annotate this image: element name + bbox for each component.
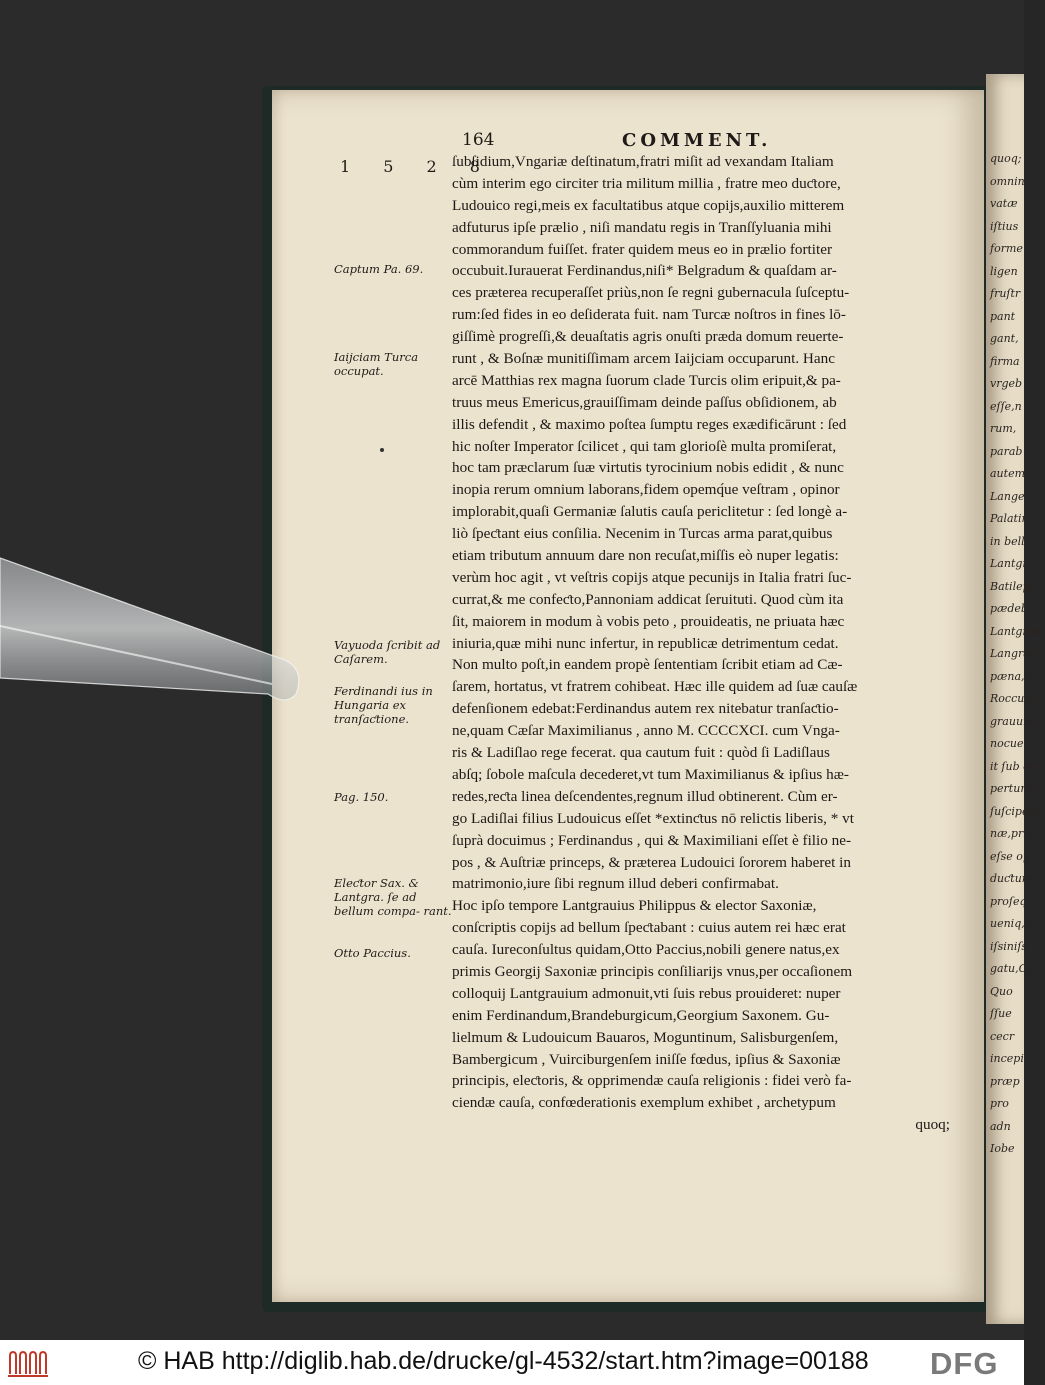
text-line: runt , & Boſnæ munitiſſimam arcem Iaijciam occuparunt. Hanc	[452, 350, 835, 368]
facing-page-fragment: autem	[990, 467, 1026, 480]
facing-page-fragment: firma	[990, 354, 1020, 368]
facing-page-fragment: nocuer	[990, 737, 1029, 750]
facing-page-fragment: it ſub ex	[990, 759, 1036, 773]
glass-page-holder	[0, 548, 320, 698]
text-line: rum:ſed fides in eo deſiderata fuit. nam Turcæ noſtros in fines lō-	[452, 306, 846, 324]
facing-page-fragment: rum,	[990, 422, 1017, 435]
facing-page-fragment: pro	[990, 1097, 1009, 1110]
text-line: verùm hoc agit , vt veſtris copijs atque pecunijs in Italia fratri ſuc-	[452, 568, 852, 586]
text-line: pos , & Auſtriæ princeps, & præterea Ludouici ſororem haberet in	[452, 853, 851, 871]
facing-page-fragment: næ,pric	[990, 827, 1033, 840]
facing-page-fragment: ueniq,a	[990, 917, 1032, 930]
text-line: ciendæ cauſa, confœderationis exemplum exhibet , archetypum	[452, 1094, 836, 1112]
text-line: enim Ferdinandum,Brandeburgicum,Georgium Saxonem. Gu-	[452, 1006, 830, 1024]
facing-page-fragment: Langrau	[990, 647, 1037, 660]
text-line: abſq; ſobole maſcula decederet,vt tum Maximilianus & ipſius hæ-	[452, 765, 849, 783]
margin-note: Ferdinandi ius in Hungaria ex tranſaƈtione.	[334, 684, 433, 726]
body-text	[452, 151, 952, 1136]
margin-note: Vayuoda ſcribit ad Caſarem.	[334, 638, 441, 666]
margin-dot	[380, 448, 384, 452]
text-line: go Ladiſlai filius Ludouicus eſſet *extinƈtus nō relictis liberis, * vt	[452, 809, 854, 827]
text-line: hoc tam præclarum ſuæ virtutis tyrocinium nobis edidit , & nunc	[452, 459, 844, 477]
facing-page-fragment: perturu	[990, 782, 1033, 795]
text-line: principis, eleƈtoris, & opprimendæ cauſa religionis : fidei verò fa-	[452, 1072, 852, 1090]
hab-logo-icon	[8, 1348, 48, 1378]
margin-year: 1 5 2 8	[340, 157, 494, 176]
footer-copyright-url: © HAB http://diglib.hab.de/drucke/gl-4532/start.htm?image=00188	[138, 1347, 869, 1375]
catchword: quoq;	[915, 1116, 950, 1134]
facing-page-fragment: iſtius	[990, 219, 1019, 233]
facing-page-fragment: pant	[990, 309, 1016, 323]
facing-page-fragment: Batilept	[990, 579, 1035, 593]
text-line: inopia rerum omnium laborans,fidem opemq́ue veſtram , opinor	[452, 481, 840, 499]
text-line: ſarem, hortatus, vt fratrem cohibeat. Hæc ille quidem ad ſuæ cauſæ	[452, 678, 858, 696]
text-line: etiam tributum annuum dare non recuſat,miſſis eò nuper legatis:	[452, 547, 839, 565]
margin-note: Pag. 150.	[334, 790, 389, 804]
facing-page-fragment: Lantgr	[990, 557, 1028, 570]
facing-page-fragment: adn	[990, 1119, 1011, 1133]
text-line: liò ſpeƈtant eius conſilia. Necenim in Turcas arma parat,quibus	[452, 525, 833, 543]
running-head: COMMENT.	[622, 130, 772, 151]
facing-page-fragment: Lange	[990, 489, 1025, 503]
facing-page-fragment: ſuſcipere	[990, 804, 1041, 818]
facing-page-fragment: Quo	[990, 984, 1013, 998]
text-line: primis Georgij Saxoniæ principis conſiliarijs vnus,per occaſionem	[452, 962, 853, 980]
facing-page-fragment: Iobe	[990, 1142, 1015, 1155]
facing-page-fragment: ligen	[990, 264, 1018, 278]
text-line: currat,& me confeƈto,Pannoniam addicat ſeruituti. Quod cùm ita	[452, 590, 844, 608]
text-line: iniuria,quæ mihi nunc infertur, in republicæ detrimentum cedat.	[452, 634, 839, 652]
text-line: commorandum fuiſſet. frater quidem meus eo in prælio fortiter	[452, 240, 833, 258]
facing-page-fragment: ſſue	[990, 1007, 1012, 1020]
facing-page-fragment: quoq;	[990, 152, 1022, 165]
text-line: arcē Matthias rex magna ſuorum clade Turcis olim eripuit,& pa-	[452, 371, 841, 389]
facing-page-fragment: iſsiniſs	[990, 939, 1028, 953]
facing-page-fragment: proſeq	[990, 894, 1027, 908]
text-line: Hoc ipſo tempore Lantgrauius Philippus & elector Saxoniæ,	[452, 897, 817, 915]
text-line: matrimonio,iure ſibi regnum illud deberi confirmabat.	[452, 875, 779, 893]
facing-page-fragment: Lantgraui	[990, 624, 1045, 638]
facing-page-fragment: gatu,Ca	[990, 962, 1034, 975]
text-line: ſuprà docuimus ; Ferdinandus , qui & Maximiliani eſſet è filio ne-	[452, 831, 852, 849]
facing-page-fragment: præp	[990, 1074, 1020, 1088]
text-line: ne,quam Cæſar Maximilianus , anno M. CCCCXCI. cum Vnga-	[452, 722, 840, 740]
facing-page-edge	[986, 74, 1045, 1324]
text-line: adfuturus ipſe prælio , niſi mandatu regis in Tranſſyluania mihi	[452, 218, 832, 236]
facing-page-fragment: grauum	[990, 714, 1034, 728]
text-line: truus meus Emericus,grauiſſimam deinde paſſus obſidionem, ab	[452, 393, 837, 411]
facing-page-fragment: cecr	[990, 1029, 1015, 1043]
text-line: occubuit.Iurauerat Ferdinandus,niſi* Belgradum & quaſdam ar-	[452, 262, 837, 280]
facing-page-fragment: gant,	[990, 332, 1019, 345]
text-line: cauſa. Iureconſultus quidam,Otto Paccius,nobili genere natus,ex	[452, 941, 840, 959]
facing-page-fragment: in bell	[990, 534, 1025, 548]
text-line: ſubſidium,Vngariæ deſtinatum,fratri miſit ad vexandam Italiam	[452, 153, 834, 170]
facing-page-fragment: eſse op	[990, 849, 1030, 863]
text-line: conſcriptis copijs ad bellum ſpeƈtabant : cuius autem rei hæc erat	[452, 919, 846, 937]
facing-page-fragment: Rocculo	[990, 692, 1035, 705]
margin-note: Otto Paccius.	[334, 946, 411, 960]
margin-note: Captum Pa. 69.	[334, 262, 424, 276]
facing-page-fragment: vrgeb	[990, 377, 1023, 390]
facing-page-fragment: omnin	[990, 174, 1025, 188]
text-line: lielmum & Ludouicum Bauaros, Moguntinum, Salisburgenſem,	[452, 1028, 839, 1046]
facing-page-fragment: pædeb	[990, 602, 1028, 615]
page-number: 164	[462, 130, 495, 150]
text-line: hic noſter Imperator ſcilicet , qui tam glorioſè multa promiſerat,	[452, 437, 837, 455]
facing-page-fragment: incepi	[990, 1052, 1024, 1065]
facing-page-fragment: parab	[990, 444, 1023, 458]
facing-page-fragment: pæna,u	[990, 669, 1032, 683]
facing-page-fragment: eſſe,n	[990, 399, 1022, 413]
text-line: Bambergicum , Vuirciburgenſem iniſſe fœdus, ipſius & Saxoniæ	[452, 1050, 841, 1068]
text-line: cùm interim ego circiter tria militum millia , fratre meo duƈtore,	[452, 174, 841, 192]
footer-bar	[0, 1340, 1024, 1385]
facing-page-fragment: Palatin	[990, 512, 1029, 525]
text-line: ris & Ladiſlao rege fecerat. qua cautum fuit : quòd ſi Ladiſlaus	[452, 744, 830, 762]
text-line: giſſimè progreſſi,& deuaſtatis agris onuſti præda domum reuerte-	[452, 328, 844, 346]
dfg-logo: DFG	[930, 1346, 999, 1381]
facing-page-fragment: vatæ	[990, 197, 1018, 210]
text-line: colloquij Lantgrauium admonuit,vti ſuis rebus prouideret: nuper	[452, 984, 841, 1002]
facing-page-fragment: duƈtum	[990, 872, 1033, 885]
text-line: Non multo poſt,in eandem propè ſententiam ſcribit etiam ad Cæ-	[452, 656, 843, 674]
text-line: ces præterea recuperaſſet priùs,non ſe regni gubernacula ſuſceptu-	[452, 284, 850, 302]
text-line: implorabit,quaſi Germaniæ ſalutis cauſa periclitetur : ſed longè a-	[452, 503, 848, 521]
text-line: illis defendit , & maximo poſtea ſumptu reges exædificārunt : ſed	[452, 415, 847, 433]
text-line: Ludouico regi,meis ex facultatibus atque copijs,auxilio mitterem	[452, 196, 845, 214]
margin-note: Iaijciam Turca occupat.	[334, 350, 419, 378]
text-line: redes,reƈta linea deſcendentes,regnum illud obtinerent. Cùm er-	[452, 787, 838, 805]
text-line: ſit, maiorem in modum à vobis peto , prouideatis, ne priuata hæc	[452, 612, 845, 630]
text-line: defenſionem edebat:Ferdinandus autem rex nitebatur tranſaƈtio-	[452, 700, 839, 718]
facing-page-fragment: fruſtr	[990, 287, 1021, 300]
margin-note: Eleƈtor Sax. & Lantgra. ſe ad bellum compa- rant.	[334, 876, 452, 918]
facing-page-fragment: forme	[990, 242, 1023, 255]
